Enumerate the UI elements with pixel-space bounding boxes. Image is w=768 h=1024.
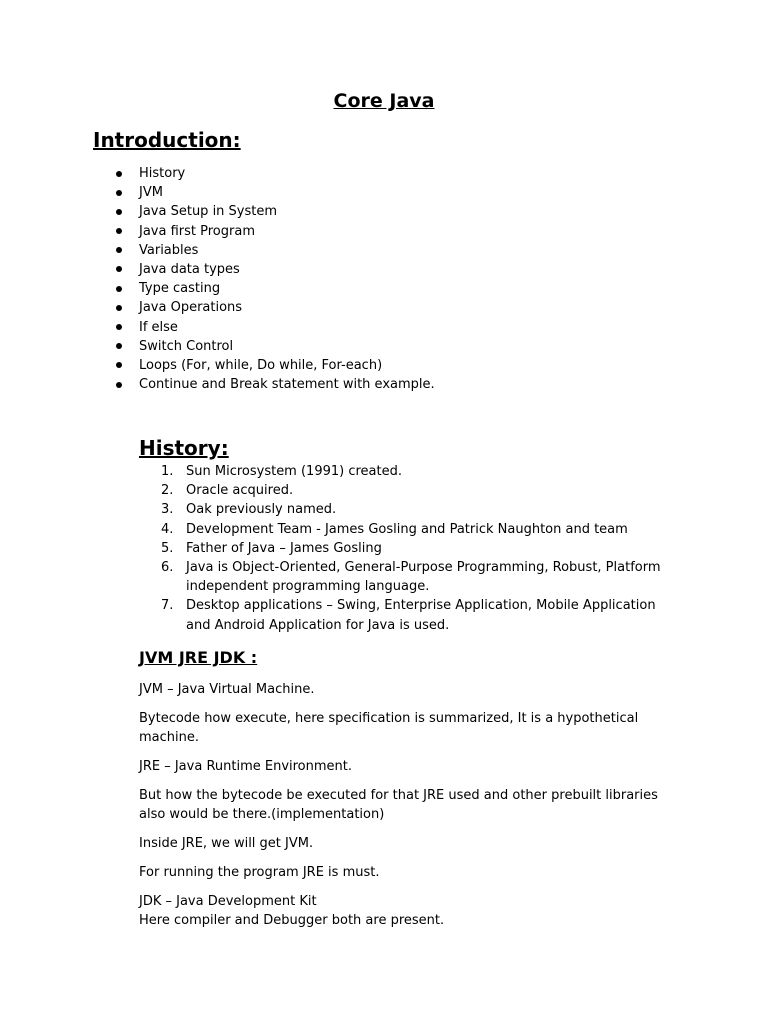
bullet-icon <box>116 190 122 196</box>
history-list <box>139 462 684 635</box>
list-item-text: History <box>139 166 186 181</box>
list-item <box>116 318 435 337</box>
list-item <box>139 481 684 500</box>
list-item <box>116 183 435 202</box>
list-item-text: Type casting <box>139 281 221 297</box>
list-number: 3. <box>161 502 174 518</box>
list-number: 7. <box>161 598 174 614</box>
bullet-icon <box>116 171 122 177</box>
list-item-text: Java is Object-Oriented, General-Purpose Programming, Robust, Platform independent programming language. <box>186 560 661 595</box>
list-item-text: Java first Program <box>139 223 255 239</box>
list-item <box>116 356 435 375</box>
list-item-text: Development Team - James Gosling and Patrick Naughton and team <box>186 521 628 537</box>
list-item <box>116 222 435 241</box>
bullet-icon <box>116 324 122 330</box>
list-item-text: JVM <box>139 185 163 201</box>
list-number: 2. <box>161 483 174 499</box>
list-item <box>116 279 435 298</box>
paragraph-jre-definition: JRE – Java Runtime Environment. <box>139 759 353 774</box>
jvm-jre-jdk-heading: JVM JRE JDK : <box>139 648 258 667</box>
list-item <box>139 539 684 558</box>
paragraph-jre-explanation: But how the bytecode be executed for that JRE used and other prebuilt libraries also would be there.(implementation) <box>139 788 658 822</box>
list-item-text: Father of Java – James Gosling <box>186 540 382 556</box>
list-item <box>116 164 435 183</box>
list-item <box>116 337 435 356</box>
paragraph-bytecode: Bytecode how execute, here specification is summarized, It is a hypothetical machine. <box>139 711 639 745</box>
list-item-text: Oak previously named. <box>186 502 337 518</box>
list-item-text: Sun Microsystem (1991) created. <box>186 464 402 479</box>
list-item <box>116 260 435 279</box>
list-item <box>116 375 435 394</box>
paragraph-jvm-definition: JVM – Java Virtual Machine. <box>139 682 315 697</box>
list-number: 1. <box>161 464 174 479</box>
list-item-text: Desktop applications – Swing, Enterprise Application, Mobile Application and Android Application for Java is used. <box>186 598 656 633</box>
paragraph-jdk-components: Here compiler and Debugger both are present. <box>139 913 445 928</box>
list-number: 4. <box>161 521 174 537</box>
bullet-icon <box>116 362 122 368</box>
introduction-heading: Introduction: <box>93 128 241 152</box>
document-title: Core Java <box>333 90 435 112</box>
list-item <box>139 596 684 634</box>
list-item <box>139 462 684 481</box>
introduction-list <box>116 164 435 394</box>
list-item <box>116 298 435 317</box>
list-number: 6. <box>161 560 174 576</box>
list-item-text: Java Setup in System <box>139 204 278 220</box>
list-number: 5. <box>161 540 174 556</box>
list-item-text: Java Operations <box>139 300 243 316</box>
list-item-text: Java data types <box>139 261 240 277</box>
bullet-icon <box>116 209 122 215</box>
list-item-text: Loops (For, while, Do while, For-each) <box>139 357 383 373</box>
bullet-icon <box>116 382 122 388</box>
paragraph-jdk-definition: JDK – Java Development Kit <box>139 894 317 909</box>
list-item-text: Oracle acquired. <box>186 483 294 499</box>
list-item <box>116 202 435 221</box>
list-item-text: Continue and Break statement with example. <box>139 377 435 393</box>
list-item-text: Variables <box>139 242 199 258</box>
list-item <box>139 558 684 596</box>
paragraph-inside-jre: Inside JRE, we will get JVM. <box>139 836 314 851</box>
list-item <box>116 241 435 260</box>
bullet-icon <box>116 228 122 234</box>
paragraph-running-program: For running the program JRE is must. <box>139 865 380 880</box>
list-item <box>139 500 684 519</box>
bullet-icon <box>116 305 122 311</box>
list-item-text: Switch Control <box>139 338 234 354</box>
list-item-text: If else <box>139 319 178 335</box>
bullet-icon <box>116 286 122 292</box>
bullet-icon <box>116 343 122 349</box>
history-heading: History: <box>139 436 229 460</box>
bullet-icon <box>116 266 122 272</box>
list-item <box>139 520 684 539</box>
bullet-icon <box>116 247 122 253</box>
